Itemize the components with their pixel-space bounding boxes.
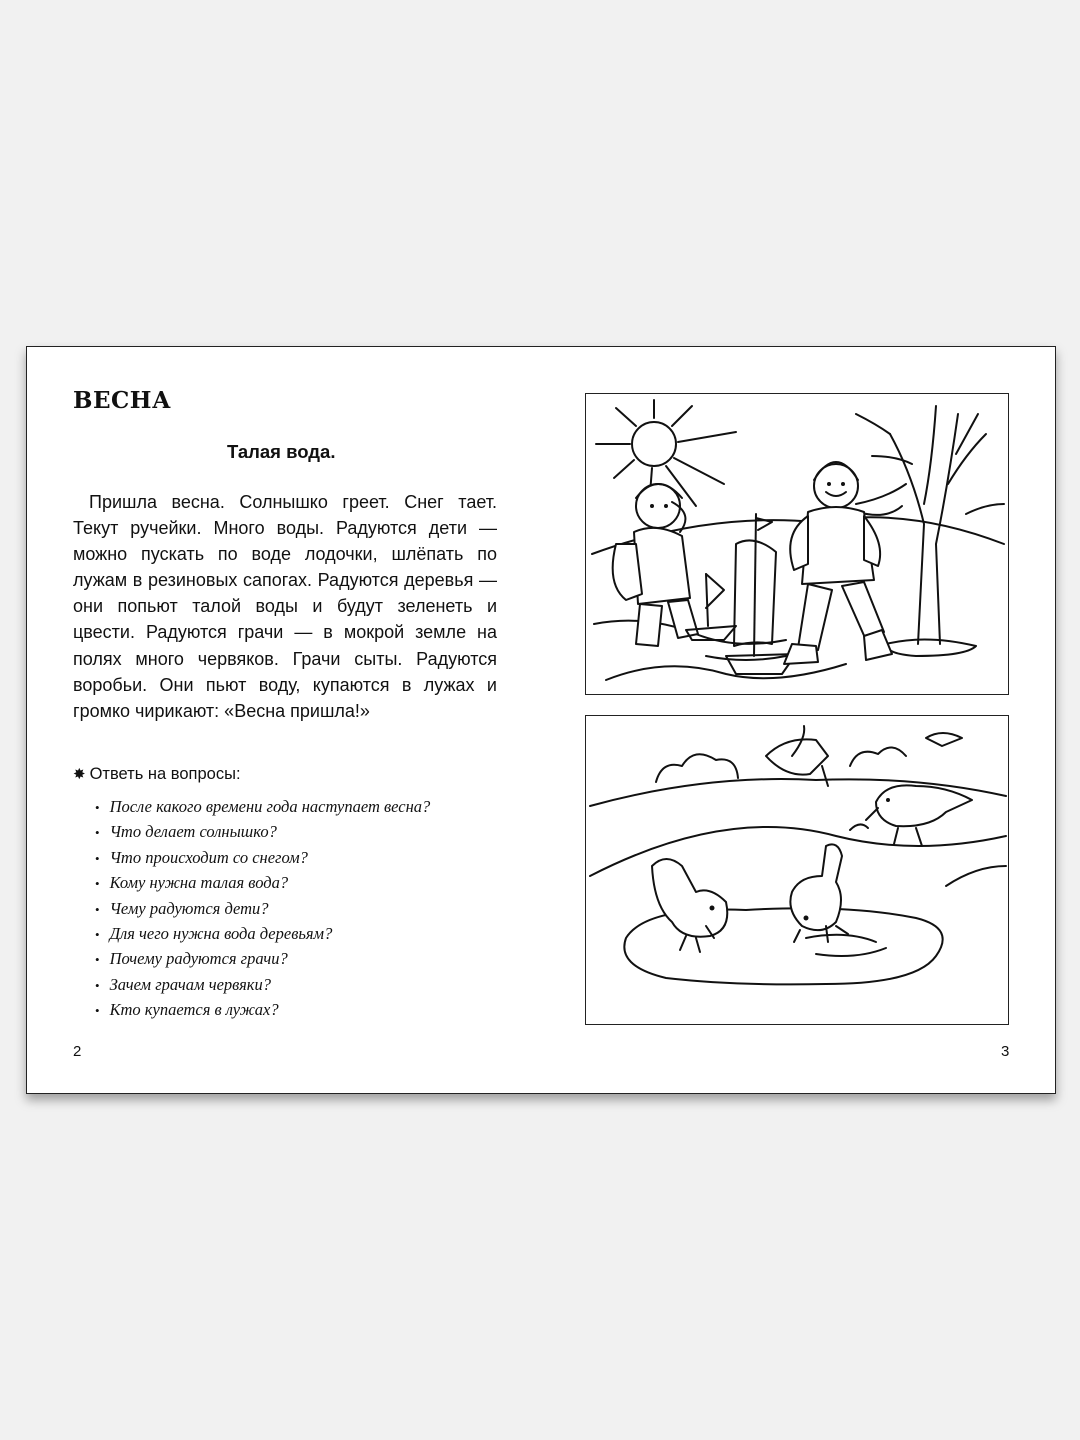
bullet-icon: • — [95, 825, 100, 841]
children-boats-drawing — [586, 394, 1008, 694]
question-item: • Что делает солнышко? — [95, 822, 277, 842]
questions-heading — [73, 765, 241, 784]
book-spread — [26, 346, 1056, 1094]
section-title: ВЕСНА — [73, 387, 172, 414]
birds-puddle-drawing — [586, 716, 1008, 1024]
questions-list — [95, 795, 430, 1024]
question-item: • Почему радуются грачи? — [95, 949, 288, 969]
bullet-icon: • — [95, 952, 100, 968]
story-title: Талая вода. — [227, 441, 336, 462]
rook-icon — [850, 785, 972, 846]
bullet-icon: • — [95, 901, 100, 917]
question-item: • Кто купается в лужах? — [95, 1000, 279, 1020]
illustration-birds-puddle — [585, 715, 1009, 1025]
question-item: • Зачем грачам червяки? — [95, 974, 271, 994]
question-item: • Что происходит со снегом? — [95, 847, 308, 867]
child-left-icon — [613, 484, 698, 646]
page-number-right: 3 — [1001, 1043, 1010, 1060]
story-text: Пришла весна. Солнышко греет. Снег тает. Текут ручейки. Много воды. Радуются дети — можно пускать по воде лодочки, шлёпать по лужам в резиновых сапогах. Радуются деревья — они попьют талой воды и будут зеленеть и цвести. Радуются грачи — в мокрой земле на полях много червяков. Грачи сыты. Радуются воробьи. Они пьют воду, купаются в лужах и громко чирикают: «Весна пришла!» — [73, 492, 497, 721]
illustration-children-boats — [585, 393, 1009, 695]
bullet-icon: • — [95, 977, 100, 993]
question-item: • После какого времени года наступает весна? — [95, 797, 431, 816]
question-item: • Чему радуются дети? — [95, 898, 269, 918]
bullet-icon: • — [95, 800, 100, 815]
question-item: • Для чего нужна вода деревьям? — [95, 924, 333, 944]
sparrow-left-icon — [652, 859, 727, 952]
bullet-icon: • — [95, 927, 100, 943]
boat-icon — [686, 514, 796, 674]
page-number-left: 2 — [73, 1043, 82, 1060]
sparrow-right-icon — [790, 844, 848, 942]
bullet-icon: • — [95, 876, 100, 892]
bullet-icon: • — [95, 850, 100, 866]
child-right-icon — [784, 462, 906, 664]
flying-bird-icon — [766, 726, 962, 786]
bullet-icon: • — [95, 1003, 100, 1019]
question-item: • Кому нужна талая вода? — [95, 873, 289, 893]
star-icon: ✸ — [73, 766, 86, 783]
questions-heading-label: Ответь на вопросы: — [89, 765, 241, 783]
